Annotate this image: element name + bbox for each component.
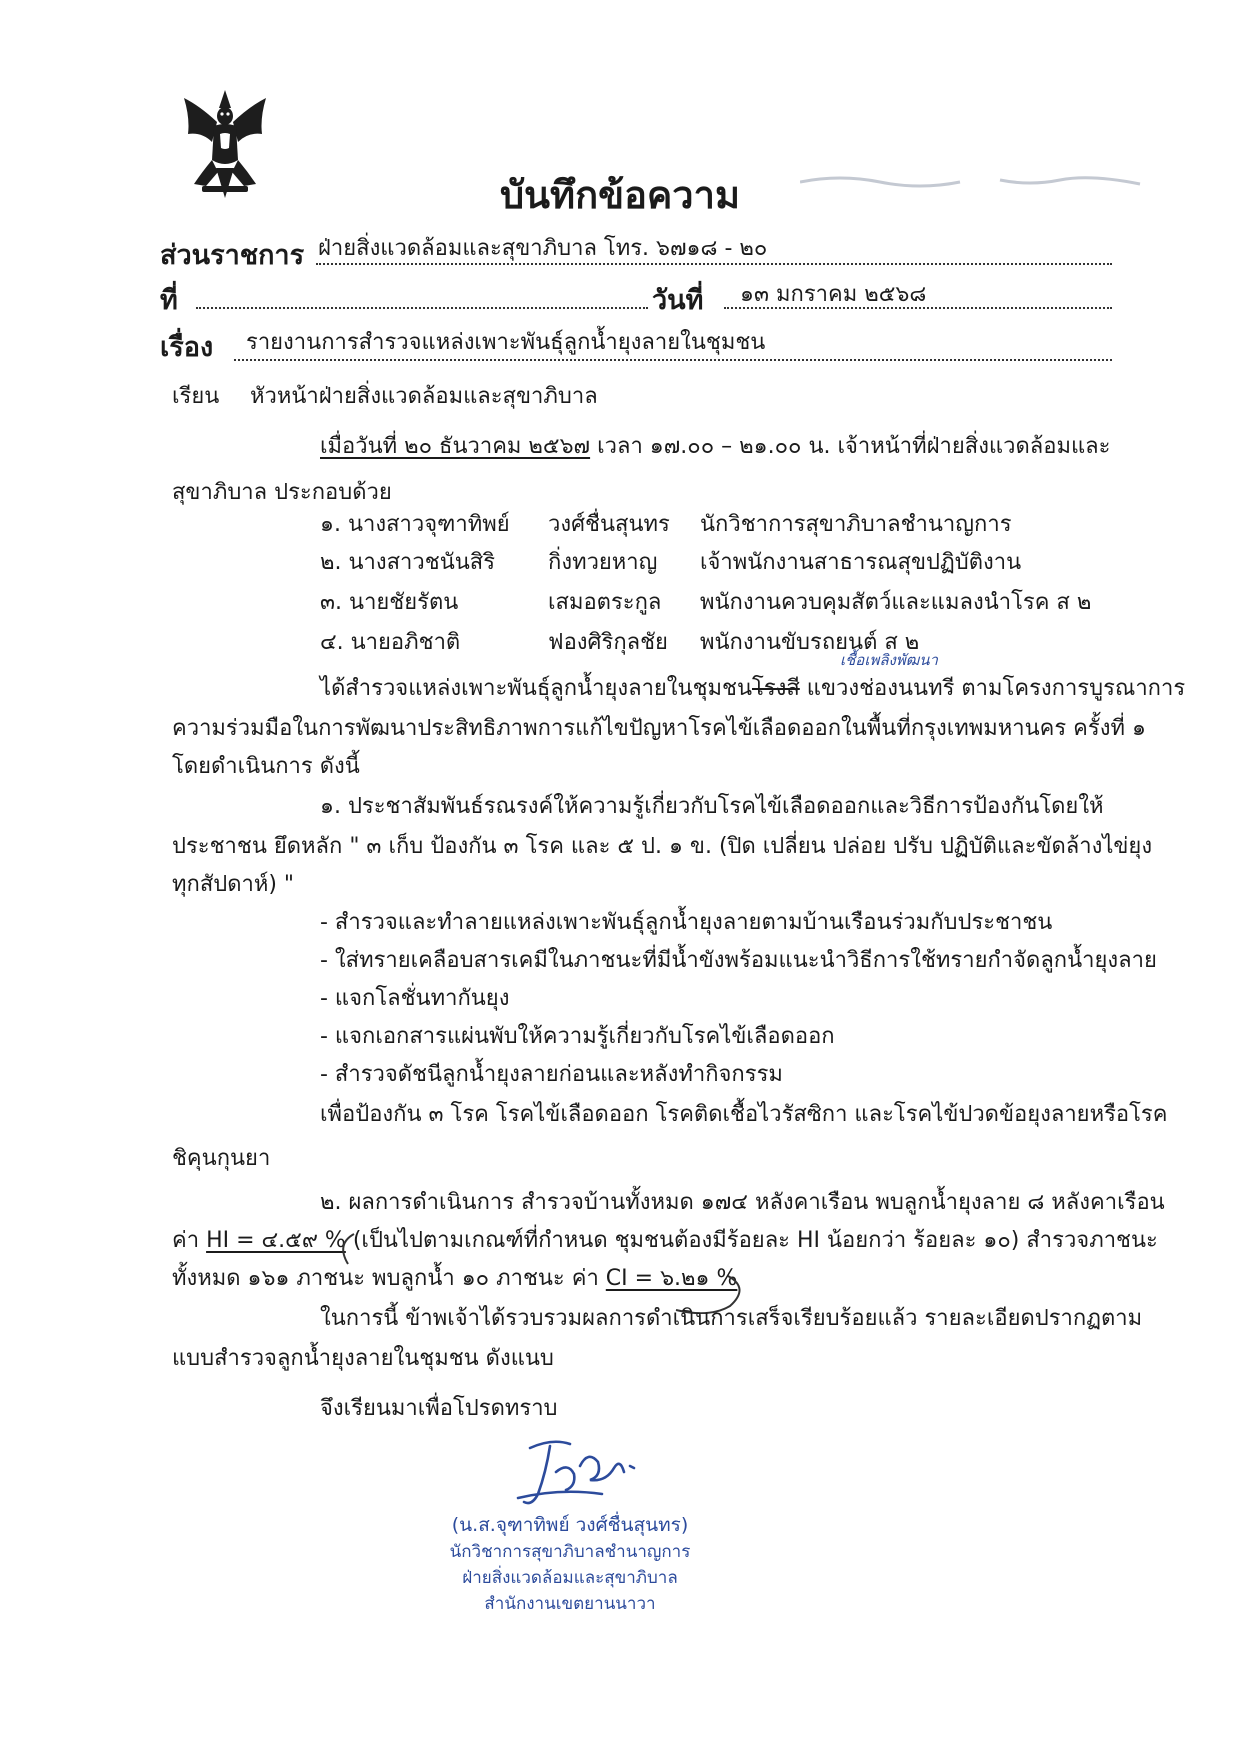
agency-label: ส่วนราชการ [160, 240, 305, 271]
subject-label: เรื่อง [160, 332, 214, 363]
bullet-1: - สำรวจและทำลายแหล่งเพาะพันธุ์ลูกน้ำยุงลายตามบ้านเรือนร่วมกับประชาชน [320, 910, 1053, 935]
staff-1-position: นักวิชาการสุขาภิบาลชำนาญการ [700, 512, 1012, 537]
signer-office: สำนักงานเขตยานนาวา [484, 1594, 656, 1614]
staff-1-surname: วงศ์ชื่นสุนทร [548, 512, 670, 537]
salutation-label: เรียน [172, 384, 220, 409]
intro-line-1-rest: เวลา ๑๗.๐๐ – ๒๑.๐๐ น. เจ้าหน้าที่ฝ่ายสิ่งแวดล้อมและ [590, 434, 1111, 459]
garuda-emblem [180, 86, 270, 202]
subject-dotline [234, 359, 1112, 361]
bleed-through-marks [800, 170, 1160, 194]
handwritten-signature [510, 1432, 660, 1512]
staff-3-name: ๓. นายชัยรัตน [320, 590, 459, 615]
ref-label: ที่ [160, 285, 178, 316]
item-2-line-2-a: ค่า [172, 1228, 207, 1253]
staff-4-surname: ฟองศิริกุลชัย [548, 630, 668, 655]
bullet-5: - สำรวจดัชนีลูกน้ำยุงลายก่อนและหลังทำกิจกรรม [320, 1062, 783, 1087]
staff-3-position: พนักงานควบคุมสัตว์และแมลงนำโรค ส ๒ [700, 590, 1092, 615]
date-label: วันที่ [652, 285, 704, 316]
date-dotline [724, 307, 1112, 309]
agency-dotline [316, 263, 1112, 265]
bullet-3: - แจกโลชั่นทากันยุง [320, 986, 510, 1011]
staff-2-name: ๒. นางสาวชนันสิริ [320, 550, 496, 575]
staff-4-position: พนักงานขับรถยนต์ ส ๒ [700, 630, 920, 655]
staff-2-surname: กิ่งทวยหาญ [548, 550, 658, 575]
staff-3-surname: เสมอตระกูล [548, 590, 662, 615]
staff-4-name: ๔. นายอภิชาติ [320, 630, 461, 655]
survey-line-2: ความร่วมมือในการพัฒนาประสิทธิภาพการแก้ไขปัญหาโรคไข้เลือดออกในพื้นที่กรุงเทพมหานคร ครั้งที่ ๑ [172, 716, 1146, 741]
intro-line-2: สุขาภิบาล ประกอบด้วย [172, 480, 392, 505]
item-2-line-2-b: (เป็นไปตามเกณฑ์ที่กำหนด ชุมชนต้องมีร้อยละ HI น้อยกว่า ร้อยละ ๑๐) สำรวจภาชนะ [345, 1228, 1158, 1253]
survey-line-1-a: ได้สำรวจแหล่งเพาะพันธุ์ลูกน้ำยุงลายในชุมชน [320, 676, 752, 701]
item-1-line-1: ๑. ประชาสัมพันธ์รณรงค์ให้ความรู้เกี่ยวกับโรคไข้เลือดออกและวิธีการป้องกันโดยให้ [320, 794, 1104, 819]
ref-dotline [196, 307, 648, 309]
signer-division: ฝ่ายสิ่งแวดล้อมและสุขาภิบาล [462, 1568, 678, 1588]
handwritten-insert: เชื้อเพลิงพัฒนา [840, 651, 938, 669]
signer-position: นักวิชาการสุขาภิบาลชำนาญการ [449, 1542, 691, 1562]
closing-line-2: แบบสำรวจลูกน้ำยุงลายในชุมชน ดังแนบ [172, 1346, 554, 1371]
bullet-2: - ใส่ทรายเคลือบสารเคมีในภาชนะที่มีน้ำขังพร้อมแนะนำวิธีการใช้ทรายกำจัดลูกน้ำยุงลาย [320, 948, 1157, 973]
item-2-line-3-a: ทั้งหมด ๑๖๑ ภาชนะ พบลูกน้ำ ๑๐ ภาชนะ ค่า [172, 1266, 606, 1291]
salutation-to: หัวหน้าฝ่ายสิ่งแวดล้อมและสุขาภิบาล [250, 384, 598, 409]
bullet-4: - แจกเอกสารแผ่นพับให้ความรู้เกี่ยวกับโรคไข้เลือดออก [320, 1024, 835, 1049]
survey-line-1 [320, 678, 1185, 700]
staff-1-name: ๑. นางสาวจุฑาทิพย์ [320, 512, 510, 537]
page-title: บันทึกข้อความ [499, 173, 741, 217]
prevent-line-1: เพื่อป้องกัน ๓ โรค โรคไข้เลือดออก โรคติดเชื้อไวรัสซิกา และโรคไข้ปวดข้อยุงลายหรือโรค [320, 1102, 1168, 1127]
intro-date-phrase: เมื่อวันที่ ๒๐ ธันวาคม ๒๕๖๗ [320, 434, 591, 459]
closing-line-1: ในการนี้ ข้าพเจ้าได้รวบรวมผลการดำเนินการเสร็จเรียบร้อยแล้ว รายละเอียดปรากฏตาม [320, 1306, 1143, 1331]
item-1-line-2: ประชาชน ยึดหลัก " ๓ เก็บ ป้องกัน ๓ โรค และ ๕ ป. ๑ ข. (ปิด เปลี่ยน ปล่อย ปรับ ปฏิบัติและขัดล้างไข่ยุง [172, 834, 1153, 859]
pen-annotation-marks [330, 1214, 750, 1314]
survey-line-3: โดยดำเนินการ ดังนี้ [172, 754, 360, 779]
closing-line-3: จึงเรียนมาเพื่อโปรดทราบ [320, 1396, 558, 1421]
staff-2-position: เจ้าพนักงานสาธารณสุขปฏิบัติงาน [700, 550, 1022, 575]
ci-value: CI = ๖.๒๑ % [605, 1266, 738, 1291]
item-1-line-3: ทุกสัปดาห์) " [172, 872, 295, 897]
agency-value: ฝ่ายสิ่งแวดล้อมและสุขาภิบาล โทร. ๖๗๑๘ - ๒๐ [318, 236, 768, 261]
intro-line-1 [320, 436, 1110, 458]
signer-name: (น.ส.จุฑาทิพย์ วงศ์ชื่นสุนทร) [451, 1514, 689, 1536]
prevent-line-2: ชิคุนกุนยา [172, 1146, 271, 1171]
item-2-line-1: ๒. ผลการดำเนินการ สำรวจบ้านทั้งหมด ๑๗๔ หลังคาเรือน พบลูกน้ำยุงลาย ๘ หลังคาเรือน [320, 1190, 1165, 1215]
subject-value: รายงานการสำรวจแหล่งเพาะพันธุ์ลูกน้ำยุงลายในชุมชน [246, 330, 766, 355]
survey-line-1-b: แขวงช่องนนทรี ตามโครงการบูรณาการ [799, 676, 1186, 701]
date-value: ๑๓ มกราคม ๒๕๖๘ [740, 282, 927, 307]
hi-value: HI = ๔.๕๙ % [206, 1228, 346, 1253]
survey-struck-word: โรงสี [752, 676, 800, 701]
